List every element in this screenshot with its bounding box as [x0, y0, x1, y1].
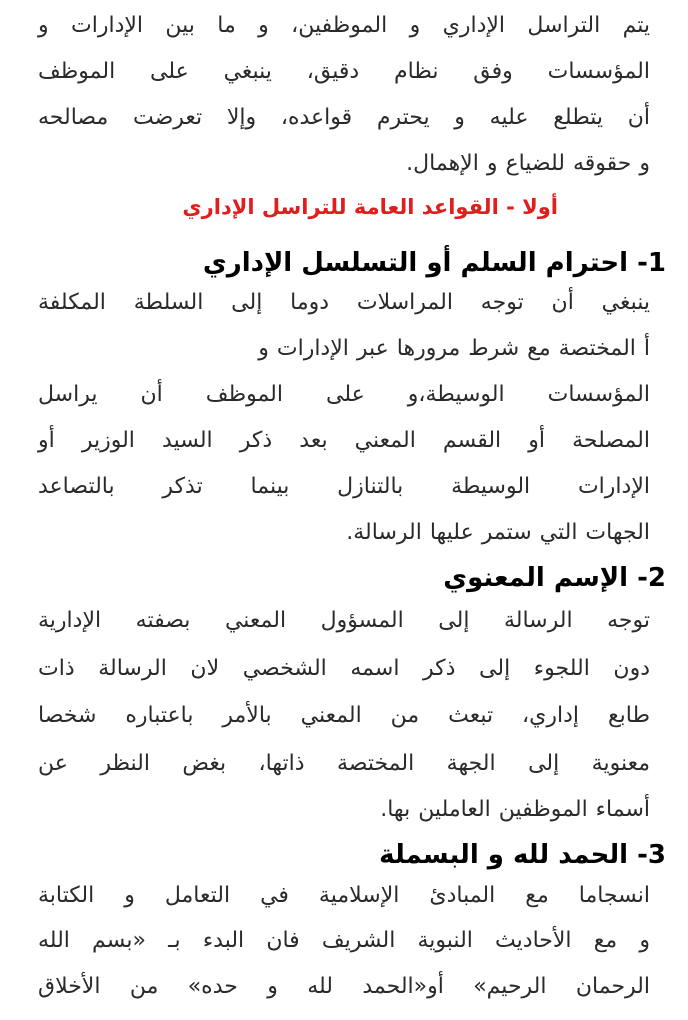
- main-heading: أولا - القواعد العامة للتراسل الإداري: [182, 195, 558, 219]
- intro-line-1: يتم التراسل الإداري و الموظفين، و ما بين الإدارات و: [38, 13, 650, 38]
- section-2-line-1: توجه الرسالة إلى المسؤول المعني بصفته الإدارية: [38, 608, 650, 633]
- section-3-line-1: انسجاما مع المبادئ الإسلامية في التعامل و الكتابة: [38, 883, 650, 908]
- intro-line-3: أن يتطلع عليه و يحترم قواعده، وإلا تعرضت مصالحه: [38, 105, 650, 130]
- section-2-line-2: دون اللجوء إلى ذكر اسمه الشخصي لان الرسالة ذات: [38, 656, 650, 681]
- section-1-heading: 1- احترام السلم أو التسلسل الإداري: [202, 248, 666, 278]
- intro-line-2: المؤسسات وفق نظام دقيق، ينبغي على الموظف: [38, 59, 650, 84]
- section-1-line-2: أ المختصة مع شرط مرورها عبر الإدارات و: [258, 336, 650, 361]
- section-2-line-5: أسماء الموظفين العاملين بها.: [380, 797, 650, 822]
- section-3-line-3: الرحمان الرحيم» أو«الحمد لله و حده» من الأخلاق: [38, 974, 650, 999]
- intro-line-4: و حقوقه للضياع و الإهمال.: [406, 151, 650, 176]
- section-1-line-4: المصلحة أو القسم المعني بعد ذكر السيد الوزير أو: [38, 428, 650, 453]
- section-2-line-3: طابع إداري، تبعث من المعني بالأمر باعتباره شخصا: [38, 703, 650, 728]
- section-3-heading: 3- الحمد لله و البسملة: [379, 840, 666, 870]
- section-2-heading: 2- الإسم المعنوي: [443, 563, 666, 593]
- section-1-line-3: المؤسسات الوسيطة،و على الموظف أن يراسل: [38, 382, 650, 407]
- section-3-line-2: و مع الأحاديث النبوية الشريف فان البدء بـ «بسم الله: [38, 928, 650, 953]
- section-1-line-6: الجهات التي ستمر عليها الرسالة.: [346, 520, 650, 545]
- section-2-line-4: معنوية إلى الجهة المختصة ذاتها، بغض النظر عن: [38, 751, 650, 776]
- section-1-line-5: الإدارات الوسيطة بالتنازل بينما تذكر بالتصاعد: [38, 474, 650, 499]
- section-1-line-1: ينبغي أن توجه المراسلات دوما إلى السلطة المكلفة: [38, 290, 650, 315]
